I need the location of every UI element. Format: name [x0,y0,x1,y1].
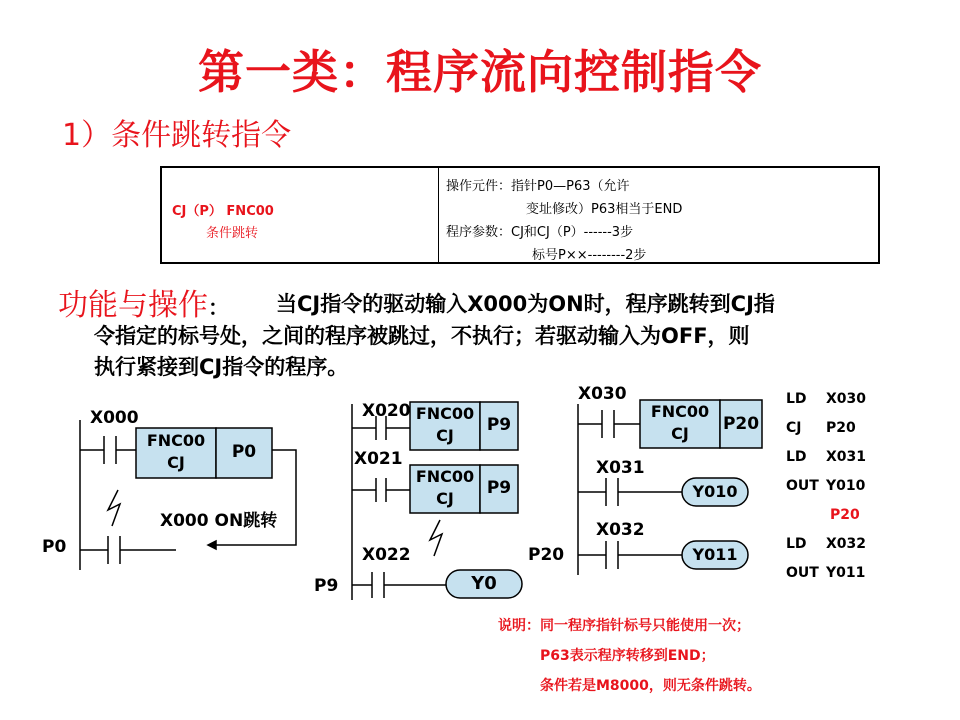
mnemonic-row [786,449,866,465]
note-line-1: 说明：同一程序指针标号只能使用一次； [498,618,750,634]
cj-box-2b-bottom: CJ [436,489,454,508]
cj-box-3-text [640,401,720,445]
mnemonic-row [786,478,865,494]
mnemonic-row [786,536,866,552]
label-p20: P20 [528,545,565,565]
mnemonic-op: LD [786,449,807,465]
mnemonic-arg: P20 [830,507,860,523]
info-line-4: 标号P××--------2步 [532,248,647,263]
mnemonic-arg: Y011 [826,565,866,581]
label-p0: P0 [42,537,67,557]
label-p9: P9 [314,576,339,596]
operand-p0: P0 [231,442,257,462]
info-line-2: 变址修改）P63相当于END [526,202,683,217]
mnemonic-row [786,565,865,581]
contact-x022-label: X022 [362,545,411,565]
cj-box-1-top: FNC00 [146,431,206,450]
cj-box-2b-text [410,466,480,510]
note-line-3: 条件若是M8000，则无条件跳转。 [540,678,761,694]
contact-x000-label: X000 [90,408,139,428]
mnemonic-arg: X032 [826,536,867,552]
function-heading-colon: ： [208,296,229,320]
operand-p9-b: P9 [486,478,512,498]
cj-box-2a-top: FNC00 [415,404,475,423]
cj-box-3-bottom: CJ [671,424,689,443]
coil-y0-label: Y0 [471,573,497,594]
contact-x030-label: X030 [578,384,627,404]
mnemonic-arg: Y010 [826,478,866,494]
function-line-3: 执行紧接到CJ指令的程序。 [94,355,349,379]
operand-p9-a: P9 [486,415,512,435]
mnemonic-arg: X031 [826,449,867,465]
info-line-3: 程序参数：CJ和CJ（P）------3步 [446,225,634,240]
note-line-2: P63表示程序转移到END； [540,648,715,664]
cj-box-1-text [136,430,216,474]
mnemonic-op: LD [786,536,807,552]
mnemonic-row [786,507,860,523]
info-line-1: 操作元件：指针P0—P63（允许 [446,179,630,194]
mnemonic-arg: X030 [826,391,867,407]
function-heading-text: 功能与操作 [58,288,208,323]
cj-box-2a-bottom: CJ [436,426,454,445]
cj-box-1-bottom: CJ [167,453,185,472]
mnemonic-row [786,391,866,407]
mnemonic-op: OUT [786,565,819,581]
mnemonic-op: OUT [786,478,819,494]
section-subtitle: 1）条件跳转指令 [62,118,292,153]
jump-arrow-head [208,541,216,549]
mnemonic-op: CJ [786,420,802,436]
cj-box-2a-text [410,403,480,447]
function-line-2: 令指定的标号处，之间的程序被跳过，不执行；若驱动输入为OFF，则 [94,324,750,348]
coil-y010-label: Y010 [692,482,738,501]
contact-x032-label: X032 [596,520,645,540]
info-code: CJ（P） FNC00 [172,204,274,219]
contact-x031-label: X031 [596,458,645,478]
operand-p20: P20 [722,414,760,434]
coil-y011-label: Y011 [692,545,738,564]
page-title: 第一类：程序流向控制指令 [198,45,762,99]
function-line-1: 当CJ指令的驱动输入X000为ON时，程序跳转到CJ指 [276,292,775,316]
mnemonic-op: LD [786,391,807,407]
info-name: 条件跳转 [206,226,259,241]
break-symbol [108,490,120,526]
break-symbol [430,520,442,556]
contact-x021-label: X021 [354,449,403,469]
cj-box-2b-top: FNC00 [415,467,475,486]
cj-box-3-top: FNC00 [650,402,710,421]
mnemonic-arg: P20 [826,420,856,436]
contact-x020-label: X020 [362,401,411,421]
mnemonic-row [786,420,856,436]
jump-note: X000 ON跳转 [160,511,278,531]
